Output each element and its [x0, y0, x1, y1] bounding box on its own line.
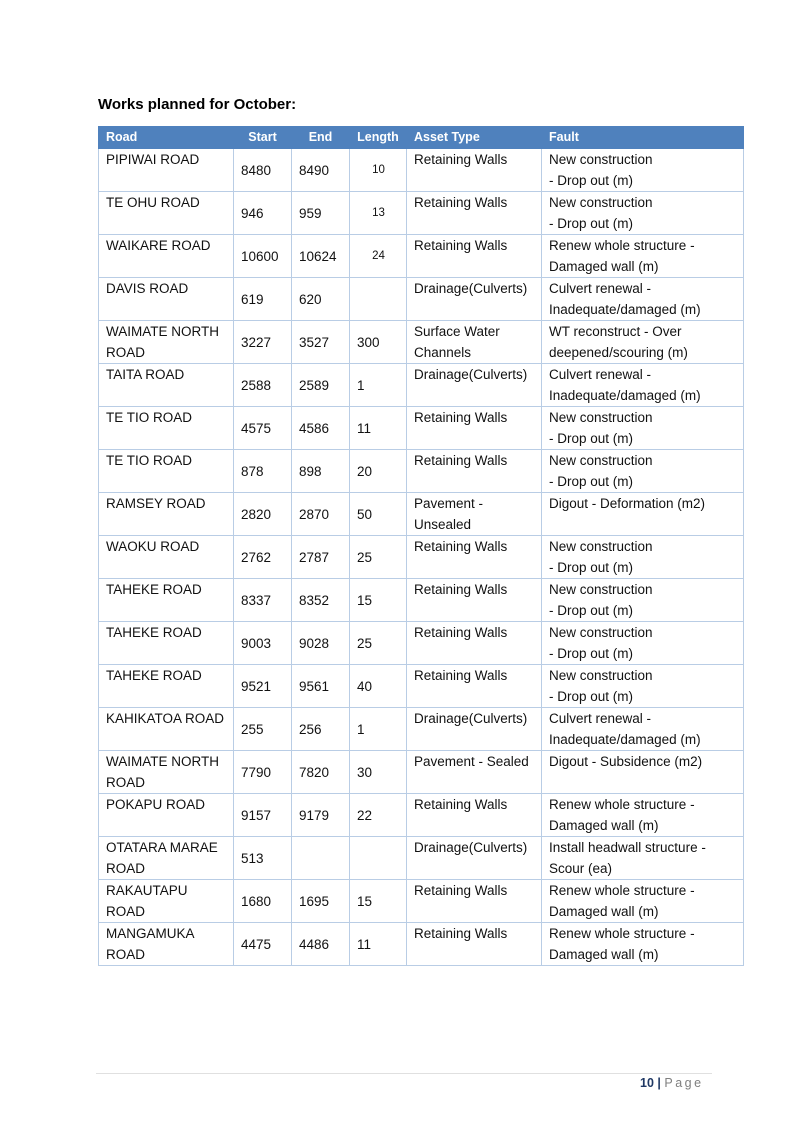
cell-start: 1680: [234, 880, 292, 923]
page-footer: [640, 1076, 704, 1090]
cell-start: 9003: [234, 622, 292, 665]
cell-road: TE OHU ROAD: [99, 192, 234, 235]
cell-fault: Digout - Subsidence (m2): [542, 751, 744, 794]
cell-road: RAKAUTAPU ROAD: [99, 880, 234, 923]
cell-end: 9561: [292, 665, 350, 708]
table-row: [99, 923, 744, 966]
cell-fault: New construction - Drop out (m): [542, 622, 744, 665]
cell-fault: New construction - Drop out (m): [542, 407, 744, 450]
cell-road: DAVIS ROAD: [99, 278, 234, 321]
cell-end: 10624: [292, 235, 350, 278]
cell-start: 878: [234, 450, 292, 493]
cell-end: 2870: [292, 493, 350, 536]
cell-fault: WT reconstruct - Over deepened/scouring (m): [542, 321, 744, 364]
cell-start: 4575: [234, 407, 292, 450]
cell-length: 20: [350, 450, 407, 493]
table-row: [99, 407, 744, 450]
cell-fault: Culvert renewal - Inadequate/damaged (m): [542, 708, 744, 751]
cell-end: 898: [292, 450, 350, 493]
cell-length: 25: [350, 536, 407, 579]
cell-length: 50: [350, 493, 407, 536]
cell-end: 8490: [292, 149, 350, 192]
cell-length: 22: [350, 794, 407, 837]
cell-fault: New construction - Drop out (m): [542, 192, 744, 235]
cell-asset-type: Retaining Walls: [407, 665, 542, 708]
cell-fault: New construction - Drop out (m): [542, 579, 744, 622]
table-row: [99, 837, 744, 880]
cell-length: 11: [350, 407, 407, 450]
cell-start: 2588: [234, 364, 292, 407]
cell-length: 300: [350, 321, 407, 364]
cell-length: 25: [350, 622, 407, 665]
cell-length: 10: [350, 149, 407, 192]
cell-asset-type: Drainage(Culverts): [407, 708, 542, 751]
cell-fault: Renew whole structure - Damaged wall (m): [542, 235, 744, 278]
cell-road: WAIMATE NORTH ROAD: [99, 751, 234, 794]
cell-road: WAIKARE ROAD: [99, 235, 234, 278]
cell-start: 8480: [234, 149, 292, 192]
page-number: 10: [640, 1076, 654, 1090]
cell-road: MANGAMUKA ROAD: [99, 923, 234, 966]
cell-end: 2787: [292, 536, 350, 579]
cell-start: 10600: [234, 235, 292, 278]
header-length: Length: [350, 127, 407, 149]
cell-fault: Renew whole structure - Damaged wall (m): [542, 923, 744, 966]
cell-length: 30: [350, 751, 407, 794]
cell-asset-type: Retaining Walls: [407, 794, 542, 837]
table-row: [99, 880, 744, 923]
cell-start: 2820: [234, 493, 292, 536]
cell-road: KAHIKATOA ROAD: [99, 708, 234, 751]
cell-asset-type: Drainage(Culverts): [407, 278, 542, 321]
cell-end: 4486: [292, 923, 350, 966]
cell-start: 4475: [234, 923, 292, 966]
cell-end: 4586: [292, 407, 350, 450]
cell-start: 9521: [234, 665, 292, 708]
cell-end: 256: [292, 708, 350, 751]
cell-road: WAOKU ROAD: [99, 536, 234, 579]
cell-start: 619: [234, 278, 292, 321]
table-row: [99, 235, 744, 278]
cell-end: 9179: [292, 794, 350, 837]
cell-fault: New construction - Drop out (m): [542, 450, 744, 493]
cell-length: 24: [350, 235, 407, 278]
cell-start: 8337: [234, 579, 292, 622]
page-label: Page: [664, 1076, 704, 1090]
cell-asset-type: Drainage(Culverts): [407, 364, 542, 407]
table-row: [99, 493, 744, 536]
table-row: [99, 364, 744, 407]
table-row: [99, 450, 744, 493]
header-start: Start: [234, 127, 292, 149]
cell-end: 620: [292, 278, 350, 321]
cell-road: OTATARA MARAE ROAD: [99, 837, 234, 880]
cell-length: [350, 837, 407, 880]
cell-asset-type: Retaining Walls: [407, 235, 542, 278]
table-body: [99, 149, 744, 966]
cell-asset-type: Retaining Walls: [407, 450, 542, 493]
cell-length: 13: [350, 192, 407, 235]
cell-asset-type: Retaining Walls: [407, 923, 542, 966]
cell-end: 7820: [292, 751, 350, 794]
cell-length: 1: [350, 708, 407, 751]
cell-road: TAHEKE ROAD: [99, 622, 234, 665]
table-row: [99, 579, 744, 622]
cell-end: [292, 837, 350, 880]
cell-end: 1695: [292, 880, 350, 923]
cell-road: TE TIO ROAD: [99, 407, 234, 450]
cell-end: 3527: [292, 321, 350, 364]
cell-asset-type: Retaining Walls: [407, 579, 542, 622]
cell-fault: Digout - Deformation (m2): [542, 493, 744, 536]
table-row: [99, 149, 744, 192]
cell-fault: Renew whole structure - Damaged wall (m): [542, 794, 744, 837]
cell-road: RAMSEY ROAD: [99, 493, 234, 536]
table-row: [99, 192, 744, 235]
cell-end: 959: [292, 192, 350, 235]
cell-end: 8352: [292, 579, 350, 622]
cell-length: [350, 278, 407, 321]
cell-road: TAHEKE ROAD: [99, 665, 234, 708]
table-row: [99, 794, 744, 837]
table-row: [99, 665, 744, 708]
footer-separator: |: [657, 1076, 661, 1090]
cell-length: 40: [350, 665, 407, 708]
cell-asset-type: Drainage(Culverts): [407, 837, 542, 880]
table-row: [99, 622, 744, 665]
cell-fault: Install headwall structure - Scour (ea): [542, 837, 744, 880]
cell-road: PIPIWAI ROAD: [99, 149, 234, 192]
header-end: End: [292, 127, 350, 149]
cell-asset-type: Retaining Walls: [407, 407, 542, 450]
table-row: [99, 321, 744, 364]
header-asset-type: Asset Type: [407, 127, 542, 149]
cell-asset-type: Retaining Walls: [407, 149, 542, 192]
cell-road: TE TIO ROAD: [99, 450, 234, 493]
cell-end: 2589: [292, 364, 350, 407]
cell-fault: New construction - Drop out (m): [542, 665, 744, 708]
cell-length: 1: [350, 364, 407, 407]
cell-asset-type: Retaining Walls: [407, 880, 542, 923]
cell-asset-type: Retaining Walls: [407, 536, 542, 579]
cell-start: 2762: [234, 536, 292, 579]
cell-length: 11: [350, 923, 407, 966]
works-table: [98, 126, 744, 966]
cell-start: 9157: [234, 794, 292, 837]
cell-fault: Renew whole structure - Damaged wall (m): [542, 880, 744, 923]
cell-fault: New construction - Drop out (m): [542, 536, 744, 579]
cell-asset-type: Retaining Walls: [407, 622, 542, 665]
cell-road: WAIMATE NORTH ROAD: [99, 321, 234, 364]
cell-road: TAHEKE ROAD: [99, 579, 234, 622]
header-fault: Fault: [542, 127, 744, 149]
cell-asset-type: Surface Water Channels: [407, 321, 542, 364]
cell-asset-type: Pavement - Sealed: [407, 751, 542, 794]
header-road: Road: [99, 127, 234, 149]
cell-fault: Culvert renewal - Inadequate/damaged (m): [542, 278, 744, 321]
cell-start: 3227: [234, 321, 292, 364]
table-row: [99, 708, 744, 751]
cell-fault: Culvert renewal - Inadequate/damaged (m): [542, 364, 744, 407]
footer-divider: [96, 1073, 712, 1074]
cell-start: 946: [234, 192, 292, 235]
cell-asset-type: Pavement - Unsealed: [407, 493, 542, 536]
cell-start: 513: [234, 837, 292, 880]
page-heading: Works planned for October:: [98, 96, 297, 113]
cell-length: 15: [350, 579, 407, 622]
cell-road: TAITA ROAD: [99, 364, 234, 407]
cell-asset-type: Retaining Walls: [407, 192, 542, 235]
cell-fault: New construction - Drop out (m): [542, 149, 744, 192]
cell-start: 7790: [234, 751, 292, 794]
cell-road: POKAPU ROAD: [99, 794, 234, 837]
cell-end: 9028: [292, 622, 350, 665]
cell-start: 255: [234, 708, 292, 751]
table-row: [99, 536, 744, 579]
table-header-row: [99, 127, 744, 149]
cell-length: 15: [350, 880, 407, 923]
table-row: [99, 751, 744, 794]
table-row: [99, 278, 744, 321]
